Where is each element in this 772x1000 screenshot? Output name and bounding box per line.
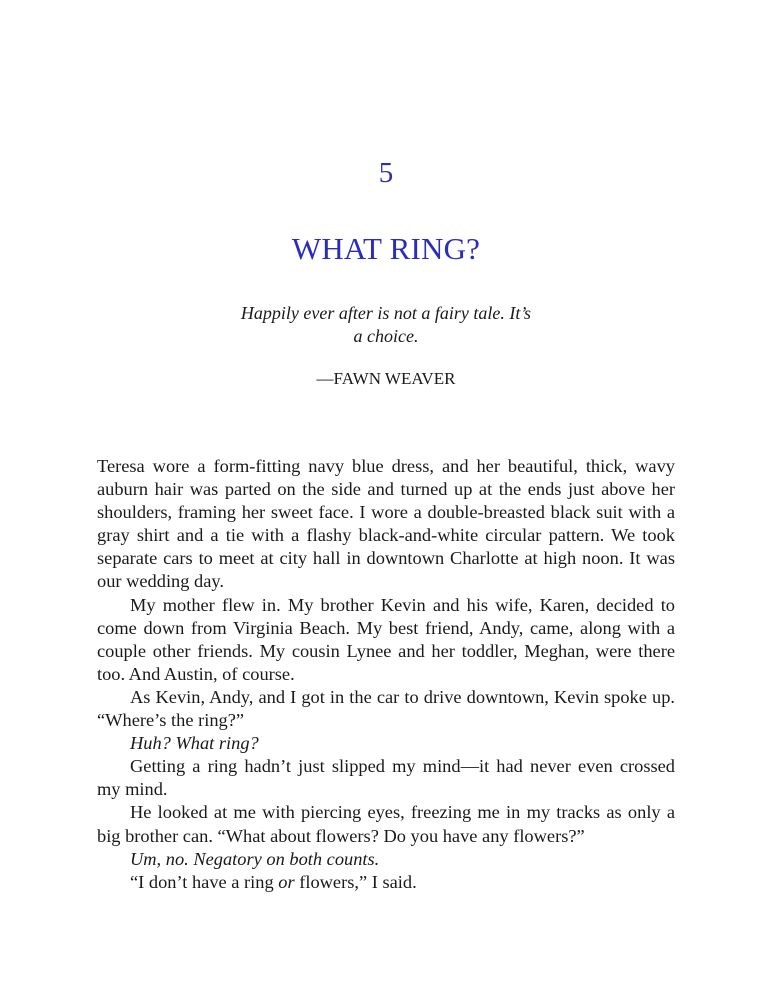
epigraph-attribution: —FAWN WEAVER [316, 369, 456, 388]
paragraph: Teresa wore a form-fitting navy blue dress, and her beautiful, thick, wavy auburn hair was parted on the side and turned up at the ends just above her shoulders, framing her sweet face. I wore a double-breasted black suit with a gray shirt and a tie with a flashy black-and-white circular pattern. We took separate cars to meet at city hall in downtown Charlotte at high noon. It was our wedding day. [97, 456, 675, 592]
paragraph: My mother flew in. My brother Kevin and his wife, Karen, decided to come down from Virginia Beach. My best friend, Andy, came, along with a couple other friends. My cousin Lynee and her toddler, Meghan, were there too. And Austin, of course. [97, 594, 675, 684]
paragraph-text: flowers,” I said. [294, 871, 417, 892]
epigraph-line: Happily ever after is not a fairy tale. It’s [240, 303, 532, 323]
chapter-title: WHAT RING? [291, 231, 481, 266]
emphasis-text: or [278, 871, 295, 892]
paragraph-thought: Huh? What ring? [130, 733, 259, 754]
epigraph [0, 302, 772, 348]
paragraph [97, 871, 675, 894]
paragraph: He looked at me with piercing eyes, freezing me in my tracks as only a big brother can. “What about flowers? Do you have any flowers?” [97, 802, 675, 846]
paragraph-text: “I don’t have a ring [130, 871, 279, 892]
paragraph: As Kevin, Andy, and I got in the car to drive downtown, Kevin spoke up. “Where’s the ring?” [97, 686, 675, 731]
paragraph: Getting a ring hadn’t just slipped my mind—it had never even crossed my mind. [97, 756, 675, 800]
paragraph-thought: Um, no. Negatory on both counts. [130, 848, 380, 869]
epigraph-line: a choice. [353, 326, 419, 346]
chapter-number: 5 [378, 157, 394, 189]
chapter-body [97, 455, 675, 894]
